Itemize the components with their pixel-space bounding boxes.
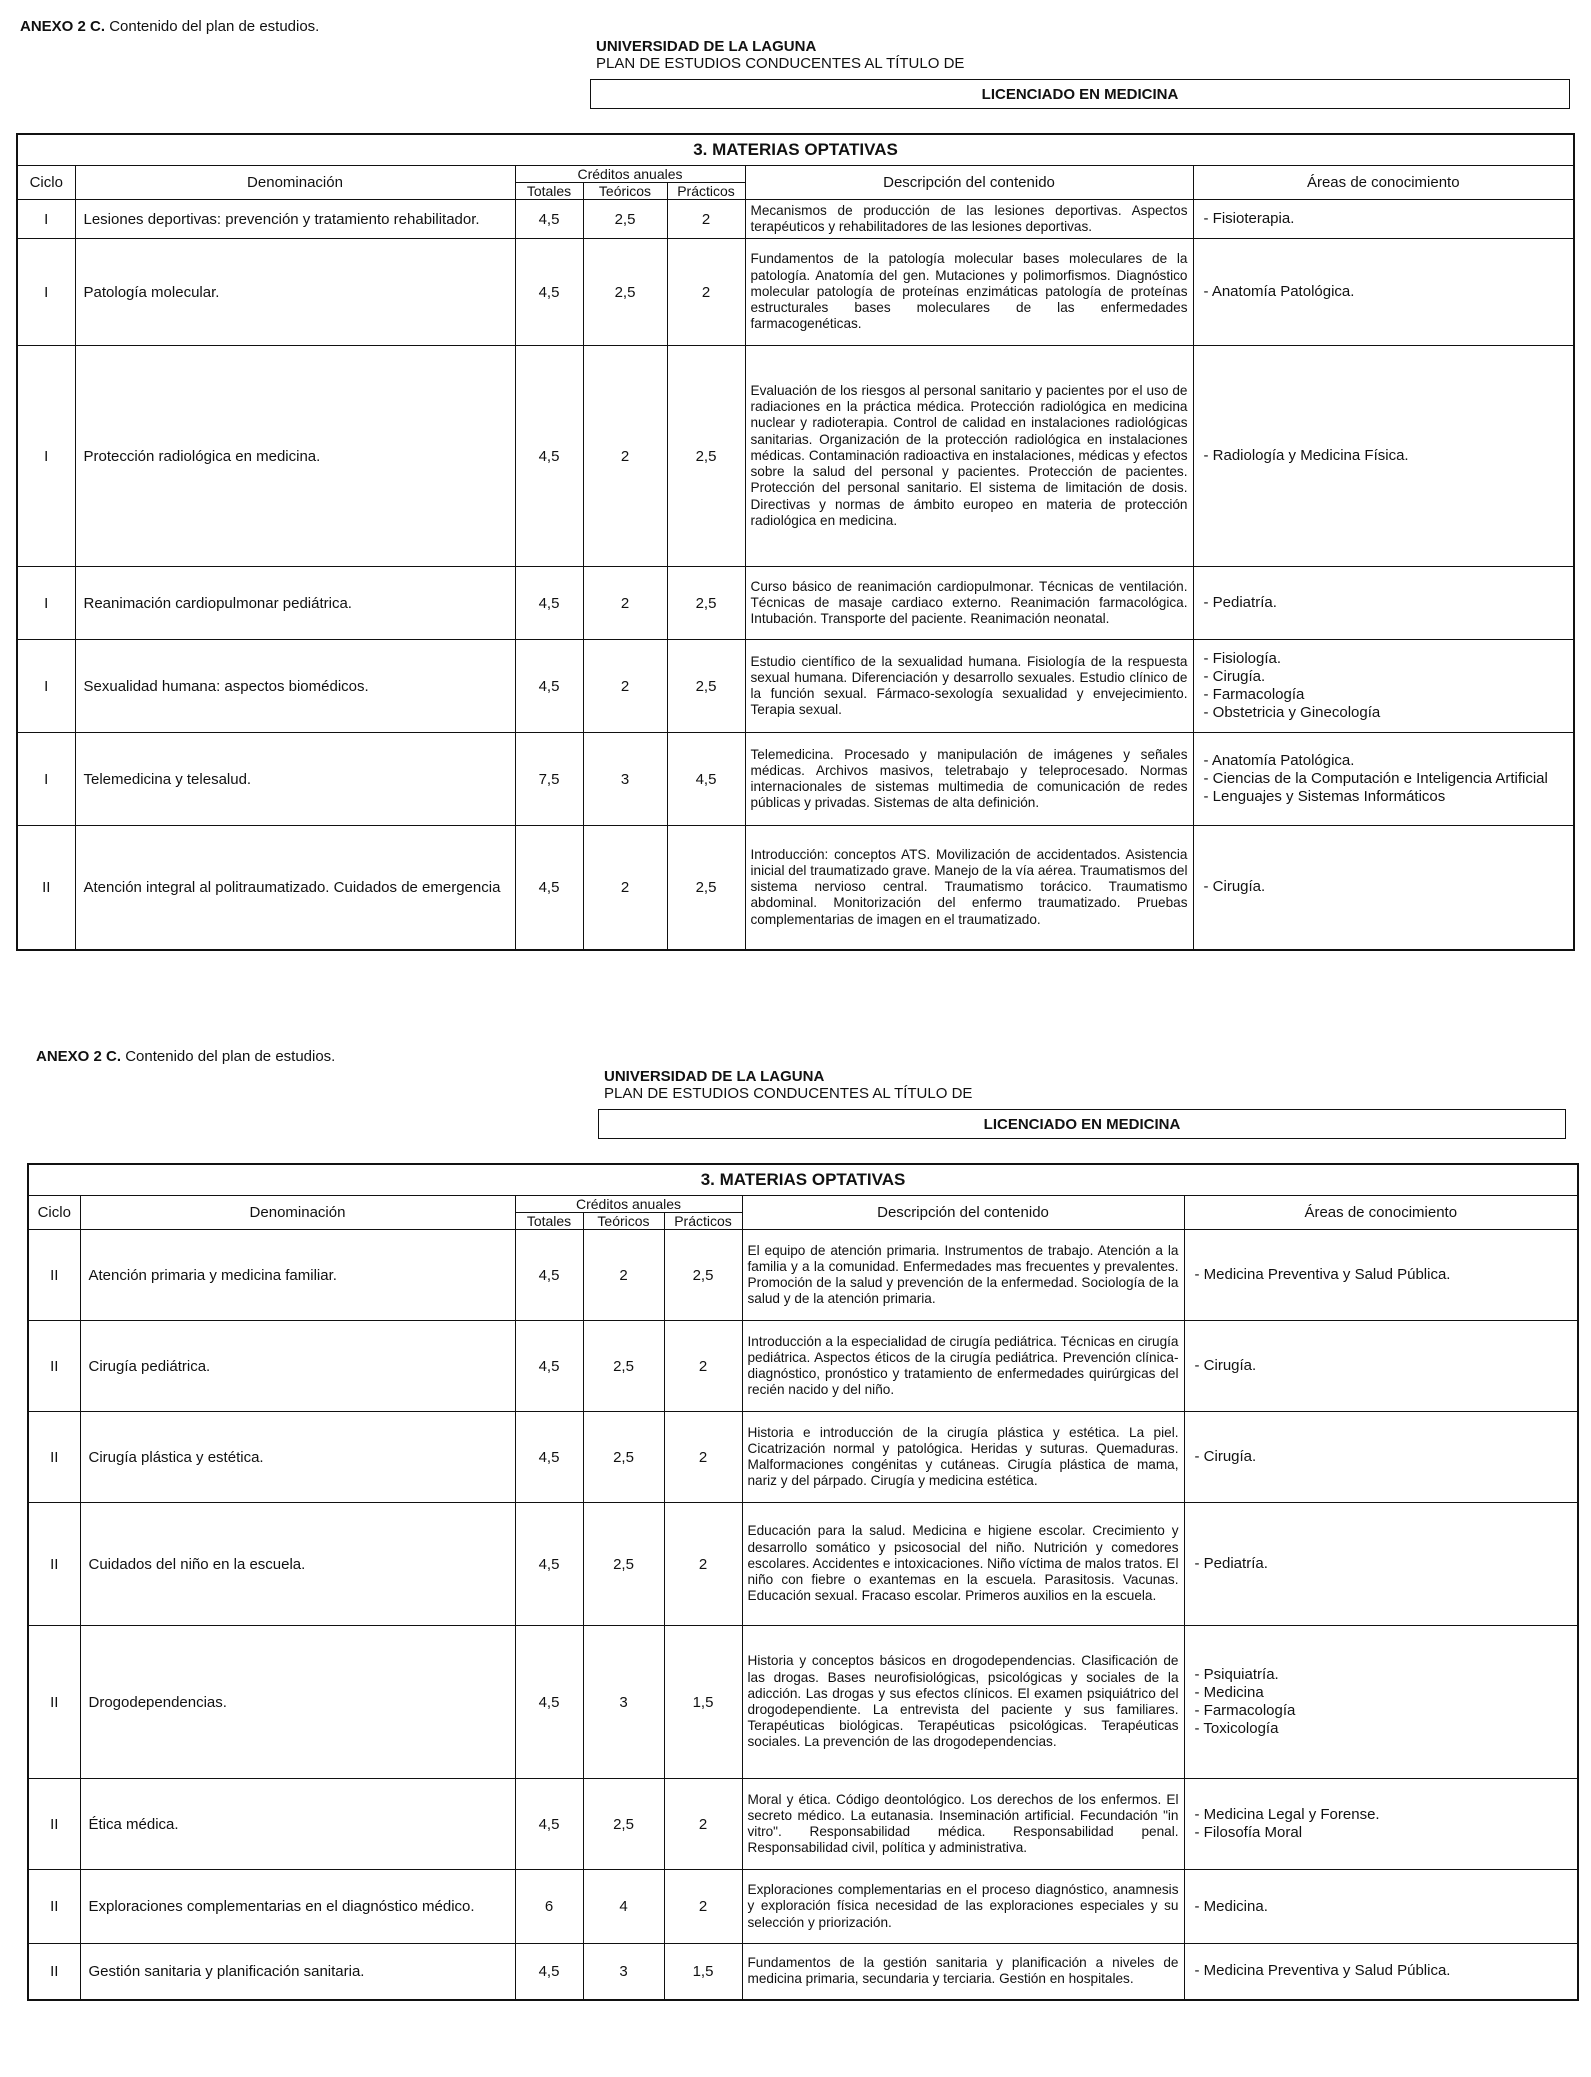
descripcion-cell: El equipo de atención primaria. Instrumentos de trabajo. Atención a la familia y a la comunidad. Enfermedades mas frecuentes y prevalentes. Promoción de la salud y prevención de la enfermedad. Sociología de la salud y de la atención primaria. [742,1230,1184,1321]
areas-cell [1184,1626,1578,1779]
area-item: - Medicina. [1194,1897,1268,1915]
area-item: - Cirugía. [1194,1448,1257,1465]
denominacion-cell: Protección radiológica en medicina. [75,346,515,567]
ciclo-cell: II [28,1412,80,1503]
area-item: - Medicina Preventiva y Salud Pública. [1194,1266,1451,1283]
header-practicos: Prácticos [667,183,745,200]
teoricos-cell: 2,5 [583,200,667,239]
totales-cell: 6 [515,1870,583,1944]
ciclo-cell: I [17,640,75,733]
header-denominacion: Denominación [75,166,515,200]
areas-cell [1184,1321,1578,1412]
table-row [17,200,1574,239]
ciclo-cell: II [28,1626,80,1779]
header-creditos: Créditos anuales [515,1196,742,1213]
area-item: - Farmacología [1194,1702,1296,1719]
descripcion-cell: Mecanismos de producción de las lesiones deportivas. Aspectos terapéuticos y rehabilitadores de las lesiones deportivas. [745,200,1193,239]
university-header [604,1068,972,1102]
table-row [17,567,1574,640]
areas-cell [1184,1779,1578,1870]
table-row [28,1626,1578,1779]
totales-cell: 4,5 [515,200,583,239]
optativas-table [27,1163,1579,2001]
descripcion-cell: Moral y ética. Código deontológico. Los derechos de los enfermos. El secreto médico. La eutanasia. Inseminación artificial. Fecundación "in vitro". Responsabilidad médica. Responsabilidad penal. Responsabilidad civil, política y administrativa. [742,1779,1184,1870]
teoricos-cell: 2,5 [583,1412,664,1503]
area-item: - Ciencias de la Computación e Inteligencia Artificial [1203,770,1548,787]
header-ciclo: Ciclo [17,166,75,200]
area-item: - Toxicología [1194,1720,1279,1737]
areas-cell [1184,1503,1578,1626]
header-practicos: Prácticos [664,1213,742,1230]
totales-cell: 4,5 [515,1321,583,1412]
descripcion-cell: Curso básico de reanimación cardiopulmonar. Técnicas de ventilación. Técnicas de masaje cardiaco externo. Reanimación farmacológica. Intubación. Transporte del paciente. Reanimación neonatal. [745,567,1193,640]
totales-cell: 7,5 [515,733,583,826]
totales-cell: 4,5 [515,239,583,346]
totales-cell: 4,5 [515,346,583,567]
table-row [17,733,1574,826]
degree-title: LICENCIADO EN MEDICINA [590,79,1570,109]
teoricos-cell: 2 [583,1230,664,1321]
header-denominacion: Denominación [80,1196,515,1230]
degree-title: LICENCIADO EN MEDICINA [598,1109,1566,1139]
university-name: UNIVERSIDAD DE LA LAGUNA [596,38,817,55]
table-row [28,1230,1578,1321]
header-teoricos: Teóricos [583,183,667,200]
areas-cell [1193,346,1574,567]
section-title: 3. MATERIAS OPTATIVAS [17,134,1574,166]
denominacion-cell: Exploraciones complementarias en el diagnóstico médico. [80,1870,515,1944]
table-row [17,239,1574,346]
areas-cell [1193,640,1574,733]
denominacion-cell: Sexualidad humana: aspectos biomédicos. [75,640,515,733]
denominacion-cell: Gestión sanitaria y planificación sanitaria. [80,1944,515,2000]
header-areas: Áreas de conocimiento [1193,166,1574,200]
ciclo-cell: I [17,346,75,567]
university-name: UNIVERSIDAD DE LA LAGUNA [604,1068,825,1085]
denominacion-cell: Patología molecular. [75,239,515,346]
annex-heading: ANEXO 2 C. Contenido del plan de estudios. [20,18,320,35]
area-item: - Fisiología. [1203,650,1282,667]
ciclo-cell: II [17,826,75,950]
header-descripcion: Descripción del contenido [742,1196,1184,1230]
practicos-cell: 2 [664,1503,742,1626]
header-teoricos: Teóricos [583,1213,664,1230]
descripcion-cell: Evaluación de los riesgos al personal sanitario y pacientes por el uso de radiaciones en la práctica médica. Protección radiológica en medicina nuclear y radioterapia. Control de calidad en instalaciones radiológicas sanitarias. Organización de la protección radiológica en instalaciones médicas. Contaminación radioactiva en instalaciones, médicas y efectos sobre la salud del personal y pacientes. Protección de pacientes. Protección del personal sanitario. El sistema de limitación de dosis. Directivas y normas de ámbito europeo en materia de protección radiológica en medicina. [745,346,1193,567]
table-row [28,1779,1578,1870]
university-header [596,38,964,72]
teoricos-cell: 4 [583,1870,664,1944]
area-item: - Cirugía. [1203,668,1266,685]
table-row [28,1870,1578,1944]
area-item: - Medicina [1194,1684,1264,1701]
ciclo-cell: II [28,1944,80,2000]
area-item: - Fisioterapia. [1203,210,1295,227]
table-row [28,1944,1578,2000]
optativas-table [16,133,1575,951]
areas-cell [1193,239,1574,346]
areas-cell [1193,733,1574,826]
totales-cell: 4,5 [515,1944,583,2000]
plan-title: PLAN DE ESTUDIOS CONDUCENTES AL TÍTULO DE [596,55,965,72]
practicos-cell: 2 [664,1779,742,1870]
teoricos-cell: 3 [583,733,667,826]
header-creditos: Créditos anuales [515,166,745,183]
totales-cell: 4,5 [515,567,583,640]
header-areas: Áreas de conocimiento [1184,1196,1578,1230]
denominacion-cell: Atención primaria y medicina familiar. [80,1230,515,1321]
practicos-cell: 2 [664,1870,742,1944]
area-item: - Medicina Preventiva y Salud Pública. [1194,1962,1451,1980]
ciclo-cell: I [17,239,75,346]
descripcion-cell: Telemedicina. Procesado y manipulación de imágenes y señales médicas. Archivos masivos, teletrabajo y teleprocesado. Normas internacionales de sistemas multimedia de comunicación de redes públicas y privadas. Sistemas de alta definición. [745,733,1193,826]
area-item: - Filosofía Moral [1194,1824,1303,1841]
practicos-cell: 1,5 [664,1944,742,2000]
teoricos-cell: 2 [583,640,667,733]
area-item: - Radiología y Medicina Física. [1203,447,1409,464]
table-row [17,826,1574,950]
areas-cell [1184,1412,1578,1503]
practicos-cell: 2 [664,1412,742,1503]
practicos-cell: 2 [664,1321,742,1412]
ciclo-cell: I [17,733,75,826]
totales-cell: 4,5 [515,826,583,950]
header-descripcion: Descripción del contenido [745,166,1193,200]
header-totales: Totales [515,1213,583,1230]
denominacion-cell: Cirugía pediátrica. [80,1321,515,1412]
areas-cell [1184,1944,1578,2000]
descripcion-cell: Introducción: conceptos ATS. Movilización de accidentados. Asistencia inicial del traumatizado grave. Manejo de la vía aérea. Traumatismos del sistema nervioso central. Traumatismo torácico. Traumatismo abdominal. Monitorización del enfermo traumatizado. Pruebas complementarias de imagen en el traumatizado. [745,826,1193,950]
practicos-cell: 2,5 [667,640,745,733]
ciclo-cell: II [28,1321,80,1412]
area-item: - Anatomía Patológica. [1203,752,1355,769]
descripcion-cell: Exploraciones complementarias en el proceso diagnóstico, anamnesis y exploración física necesidad de las exploraciones especiales y su selección y priorización. [742,1870,1184,1944]
table-row [28,1503,1578,1626]
teoricos-cell: 3 [583,1944,664,2000]
area-item: - Farmacología [1203,686,1305,703]
practicos-cell: 2,5 [664,1230,742,1321]
section-title: 3. MATERIAS OPTATIVAS [28,1164,1578,1196]
practicos-cell: 2 [667,239,745,346]
descripcion-cell: Fundamentos de la patología molecular bases moleculares de la patología. Anatomía del gen. Mutaciones y polimorfismos. Diagnóstico molecular patología de proteínas enzimáticas patología de proteínas estructurales bases moleculares de las enfermedades farmacogenéticas. [745,239,1193,346]
practicos-cell: 2,5 [667,567,745,640]
totales-cell: 4,5 [515,1503,583,1626]
header-totales: Totales [515,183,583,200]
denominacion-cell: Lesiones deportivas: prevención y tratamiento rehabilitador. [75,200,515,239]
denominacion-cell: Telemedicina y telesalud. [75,733,515,826]
ciclo-cell: I [17,567,75,640]
denominacion-cell: Atención integral al politraumatizado. Cuidados de emergencia [75,826,515,950]
areas-cell [1193,200,1574,239]
area-item: - Pediatría. [1203,594,1277,611]
descripcion-cell: Fundamentos de la gestión sanitaria y planificación a niveles de medicina primaria, secundaria y terciaria. Gestión en hospitales. [742,1944,1184,2000]
ciclo-cell: II [28,1503,80,1626]
totales-cell: 4,5 [515,1626,583,1779]
descripcion-cell: Historia y conceptos básicos en drogodependencias. Clasificación de las drogas. Bases neurofisiológicas, psicológicas y sociales de la adicción. Las drogas y sus efectos clínicos. El examen psiquiátrico del drogodependiente. La entrevista del paciente y sus familiares. Terapéuticas biológicas. Terapéuticas psicológicas. Terapéuticas sociales. La prevención de las drogodependencias. [742,1626,1184,1779]
ciclo-cell: II [28,1779,80,1870]
ciclo-cell: II [28,1230,80,1321]
practicos-cell: 2 [667,200,745,239]
ciclo-cell: II [28,1870,80,1944]
plan-title: PLAN DE ESTUDIOS CONDUCENTES AL TÍTULO DE [604,1085,973,1102]
descripcion-cell: Educación para la salud. Medicina e higiene escolar. Crecimiento y desarrollo somático y psicosocial del niño. Nutrición y comedores escolares. Accidentes e intoxicaciones. Niño víctima de malos tratos. El niño con fiebre o exantemas en la escuela. Parasitosis. Vacunas. Educación sexual. Fracaso escolar. Primeros auxilios en la escuela. [742,1503,1184,1626]
totales-cell: 4,5 [515,640,583,733]
area-item: - Psiquiatría. [1194,1666,1279,1683]
areas-cell [1193,826,1574,950]
teoricos-cell: 3 [583,1626,664,1779]
teoricos-cell: 2,5 [583,1503,664,1626]
practicos-cell: 2,5 [667,826,745,950]
descripcion-cell: Historia e introducción de la cirugía plástica y estética. La piel. Cicatrización normal y patológica. Heridas y suturas. Quemaduras. Malformaciones congénitas y cutáneas. Cirugía plástica de mama, nariz y del párpado. Cirugía y medicina estética. [742,1412,1184,1503]
annex-heading: ANEXO 2 C. Contenido del plan de estudios. [36,1048,336,1065]
table-row [28,1321,1578,1412]
area-item: - Cirugía. [1203,878,1266,896]
totales-cell: 4,5 [515,1412,583,1503]
table-row [28,1412,1578,1503]
area-item: - Cirugía. [1194,1357,1257,1374]
totales-cell: 4,5 [515,1230,583,1321]
teoricos-cell: 2 [583,567,667,640]
header-ciclo: Ciclo [28,1196,80,1230]
teoricos-cell: 2 [583,346,667,567]
teoricos-cell: 2,5 [583,239,667,346]
areas-cell [1184,1230,1578,1321]
denominacion-cell: Reanimación cardiopulmonar pediátrica. [75,567,515,640]
denominacion-cell: Cirugía plástica y estética. [80,1412,515,1503]
teoricos-cell: 2,5 [583,1779,664,1870]
teoricos-cell: 2,5 [583,1321,664,1412]
descripcion-cell: Introducción a la especialidad de cirugía pediátrica. Técnicas en cirugía pediátrica. Aspectos éticos de la cirugía pediátrica. Prevención clínica-diagnóstico, pronóstico y tratamiento de enfermedades quirúrgicas del recién nacido y del niño. [742,1321,1184,1412]
area-item: - Anatomía Patológica. [1203,283,1355,300]
area-item: - Medicina Legal y Forense. [1194,1806,1380,1823]
area-item: - Lenguajes y Sistemas Informáticos [1203,788,1446,805]
area-item: - Pediatría. [1194,1555,1268,1572]
areas-cell [1193,567,1574,640]
table-row [17,346,1574,567]
descripcion-cell: Estudio científico de la sexualidad humana. Fisiología de la respuesta sexual humana. Diferenciación y desarrollo sexuales. Estudio clínico de la función sexual. Fármaco-sexología sexualidad y envejecimiento. Terapia sexual. [745,640,1193,733]
table-row [17,640,1574,733]
teoricos-cell: 2 [583,826,667,950]
denominacion-cell: Cuidados del niño en la escuela. [80,1503,515,1626]
areas-cell [1184,1870,1578,1944]
ciclo-cell: I [17,200,75,239]
practicos-cell: 2,5 [667,346,745,567]
practicos-cell: 4,5 [667,733,745,826]
totales-cell: 4,5 [515,1779,583,1870]
denominacion-cell: Ética médica. [80,1779,515,1870]
denominacion-cell: Drogodependencias. [80,1626,515,1779]
area-item: - Obstetricia y Ginecología [1203,704,1381,721]
practicos-cell: 1,5 [664,1626,742,1779]
